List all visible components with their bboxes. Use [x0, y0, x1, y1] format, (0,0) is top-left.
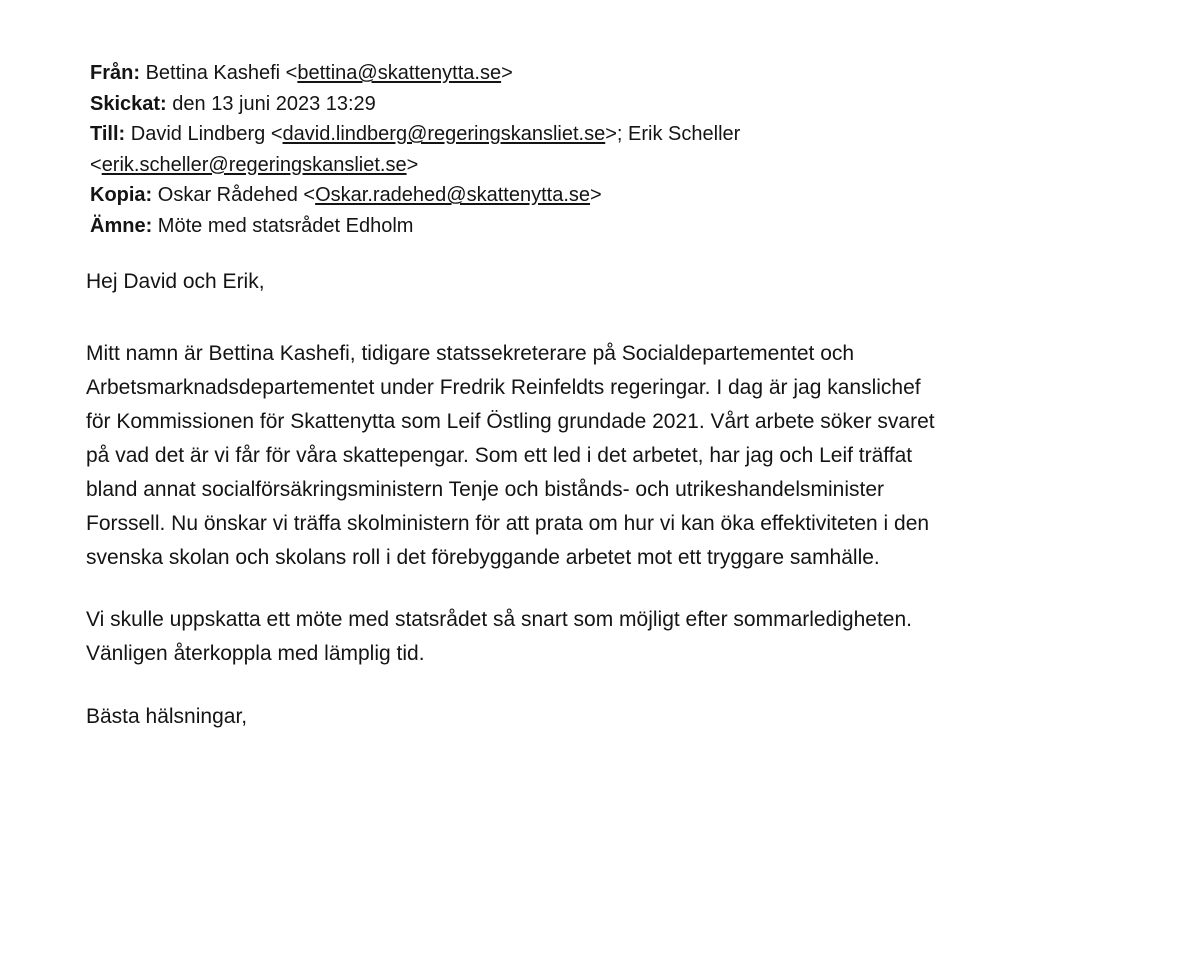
- paragraph-line: Forssell. Nu önskar vi träffa skolministern för att prata om hur vi kan öka effektiviteten i den: [86, 512, 930, 535]
- from-name: Bettina Kashefi: [145, 62, 281, 84]
- from-email: bettina@skattenytta.se: [297, 62, 502, 84]
- paragraph-line: Mitt namn är Bettina Kashefi, tidigare statssekreterare på Socialdepartementet och: [86, 342, 855, 365]
- cc-label: Kopia:: [90, 184, 153, 206]
- subject-line: [90, 211, 1150, 242]
- cc-name: Oskar Rådehed: [157, 184, 298, 206]
- paragraph-line: Vi skulle uppskatta ett möte med statsrådet så snart som möjligt efter sommarledigheten.: [86, 608, 912, 631]
- to-email-1: david.lindberg@regeringskansliet.se: [282, 123, 606, 145]
- paragraph-1: [86, 337, 1166, 575]
- to-email-2: erik.scheller@regeringskansliet.se: [101, 153, 407, 176]
- paragraph-line: bland annat socialförsäkringsministern Tenje och bistånds- och utrikeshandelsminister: [86, 478, 885, 501]
- to-label: Till:: [90, 123, 126, 145]
- email-headers: [90, 58, 1150, 241]
- to-line-continued: <erik.scheller@regeringskansliet.se>: [90, 153, 419, 176]
- paragraph-line: för Kommissionen för Skattenytta som Leif Östling grundade 2021. Vårt arbete söker svaret: [86, 410, 935, 433]
- sent-label: Skickat:: [90, 92, 167, 115]
- greeting: Hej David och Erik,: [86, 270, 265, 293]
- closing: Bästa hälsningar,: [86, 705, 248, 728]
- to-name-1: David Lindberg: [130, 123, 266, 145]
- sent-value: den 13 juni 2023 13:29: [172, 92, 376, 115]
- cc-email: Oskar.radehed@skattenytta.se: [315, 184, 591, 206]
- subject-label: Ämne:: [90, 214, 153, 237]
- sent-line: [90, 89, 1150, 120]
- subject-value: Möte med statsrådet Edholm: [157, 214, 414, 237]
- to-name-2: Erik Scheller: [628, 123, 741, 145]
- paragraph-line: på vad det är vi får för våra skattepengar. Som ett led i det arbetet, har jag och Leif träffat: [86, 444, 913, 467]
- paragraph-2: [86, 603, 1166, 671]
- from-line: Från: Bettina Kashefi <bettina@skattenytta.se>: [90, 62, 513, 84]
- paragraph-line: Vänligen återkoppla med lämplig tid.: [86, 642, 425, 665]
- to-line: Till: David Lindberg <david.lindberg@regeringskansliet.se>; Erik Scheller: [90, 123, 741, 145]
- paragraph-line: svenska skolan och skolans roll i det förebyggande arbetet mot ett tryggare samhälle.: [86, 546, 880, 569]
- cc-line: Kopia: Oskar Rådehed <Oskar.radehed@skattenytta.se>: [90, 184, 602, 206]
- from-label: Från:: [90, 62, 140, 84]
- paragraph-line: Arbetsmarknadsdepartementet under Fredrik Reinfeldts regeringar. I dag är jag kanslichef: [86, 376, 921, 399]
